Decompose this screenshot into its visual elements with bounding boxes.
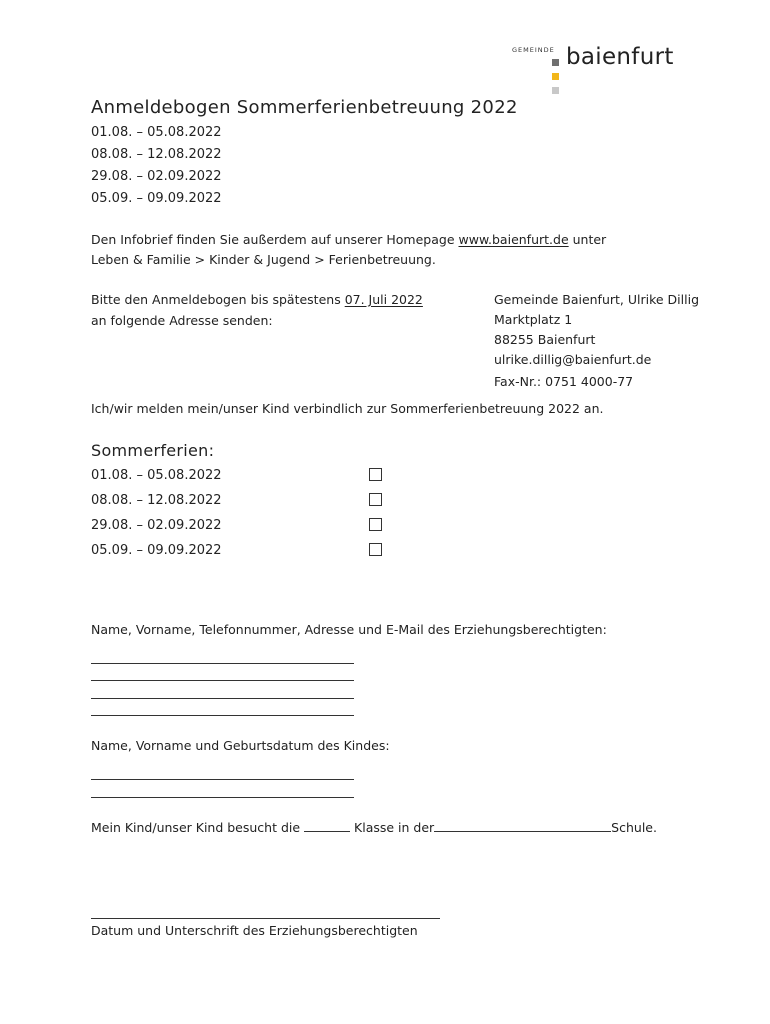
section-heading-sommerferien: Sommerferien: — [91, 441, 215, 460]
info-line-1 — [91, 231, 606, 249]
info-text-pre: Den Infobrief finden Sie außerdem auf unserer Homepage — [91, 232, 459, 247]
option-checkbox-2[interactable] — [369, 493, 382, 506]
deadline-text: Bitte den Anmeldebogen bis spätestens — [91, 292, 345, 307]
address-fax: Fax-Nr.: 0751 4000-77 — [494, 374, 634, 389]
guardian-label: Name, Vorname, Telefonnummer, Adresse und E-Mail des Erziehungsberechtigten: — [91, 622, 607, 637]
address-email: ulrike.dillig@baienfurt.de — [494, 352, 652, 367]
date-4: 05.09. – 09.09.2022 — [91, 191, 222, 206]
school-text-mid: Klasse in der — [350, 820, 435, 835]
class-blank[interactable] — [304, 818, 350, 832]
deadline-line-2: an folgende Adresse senden: — [91, 313, 273, 328]
logo-wordmark: baienfurt — [566, 44, 674, 70]
address-line-3: 88255 Baienfurt — [494, 332, 596, 347]
date-1: 01.08. – 05.08.2022 — [91, 125, 222, 140]
logo-square-yellow — [552, 73, 559, 80]
school-blank[interactable] — [434, 818, 611, 832]
school-text-pre: Mein Kind/unser Kind besucht die — [91, 820, 305, 835]
info-line-2: Leben & Familie > Kinder & Jugend > Ferienbetreuung. — [91, 252, 436, 267]
logo-square-gray — [552, 59, 559, 66]
signature-label: Datum und Unterschrift des Erziehungsberechtigten — [91, 923, 418, 938]
option-checkbox-1[interactable] — [369, 468, 382, 481]
child-input-line-1[interactable] — [91, 779, 354, 780]
option-label-3: 29.08. – 02.09.2022 — [91, 518, 222, 533]
guardian-input-line-1[interactable] — [91, 663, 354, 664]
address-line-1: Gemeinde Baienfurt, Ulrike Dillig — [494, 292, 700, 307]
guardian-input-line-2[interactable] — [91, 680, 354, 681]
guardian-input-line-4[interactable] — [91, 715, 354, 716]
option-label-2: 08.08. – 12.08.2022 — [91, 493, 222, 508]
deadline-line-1 — [91, 291, 423, 309]
logo-square-lightgray — [552, 87, 559, 94]
page-title: Anmeldebogen Sommerferienbetreuung 2022 — [91, 97, 518, 118]
option-label-4: 05.09. – 09.09.2022 — [91, 543, 222, 558]
option-checkbox-4[interactable] — [369, 543, 382, 556]
date-2: 08.08. – 12.08.2022 — [91, 147, 222, 162]
declaration-text: Ich/wir melden mein/unser Kind verbindlich zur Sommerferienbetreuung 2022 an. — [91, 401, 604, 416]
deadline-date: 07. Juli 2022 — [344, 292, 423, 307]
guardian-input-line-3[interactable] — [91, 698, 354, 699]
signature-line[interactable] — [91, 918, 440, 919]
logo — [512, 44, 682, 96]
logo-small-text: GEMEINDE — [512, 46, 555, 54]
info-text-post: unter — [568, 232, 607, 247]
school-sentence — [91, 818, 657, 837]
address-line-2: Marktplatz 1 — [494, 312, 573, 327]
date-3: 29.08. – 02.09.2022 — [91, 169, 222, 184]
school-text-post: Schule. — [611, 820, 657, 835]
homepage-link[interactable]: www.baienfurt.de — [458, 232, 569, 247]
option-checkbox-3[interactable] — [369, 518, 382, 531]
child-input-line-2[interactable] — [91, 797, 354, 798]
option-label-1: 01.08. – 05.08.2022 — [91, 468, 222, 483]
child-label: Name, Vorname und Geburtsdatum des Kindes: — [91, 738, 390, 753]
